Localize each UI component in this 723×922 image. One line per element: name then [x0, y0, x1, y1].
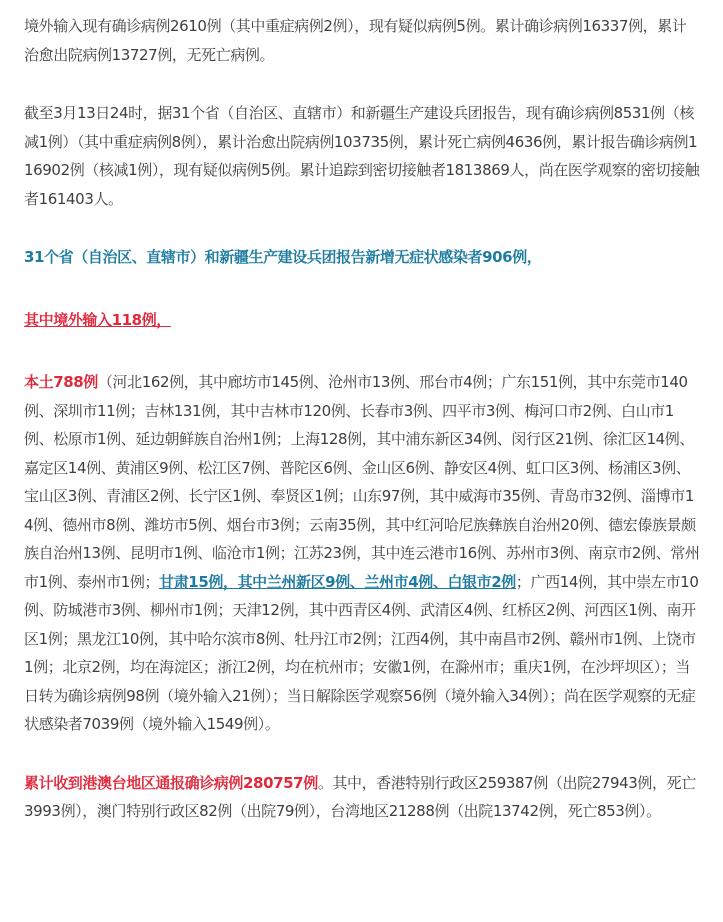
- imported-asymptomatic-text: 其中境外输入118例，: [24, 310, 171, 329]
- paragraph-local-breakdown: [24, 368, 701, 739]
- local-cases-lead: 本土788例: [24, 373, 98, 391]
- hmt-cases-lead: 累计收到港澳台地区通报确诊病例280757例: [24, 773, 318, 792]
- paragraph-hk-macau-taiwan: [24, 769, 701, 826]
- heading-asymptomatic-new: 31个省（自治区、直辖市）和新疆生产建设兵团报告新增无症状感染者906例，: [24, 248, 542, 266]
- local-breakdown-part1: （河北162例，其中廊坊市145例、沧州市13例、邢台市4例；广东151例，其中东莞市140例、深圳市11例；吉林131例，其中吉林市120例、长春市3例、四平市3例、梅河口市2例、白山市1例、松原市1例、延边朝鲜族自治州1例；上海128例，其中浦东新区34例、闵行区21例、徐汇区14例、嘉定区14例、黄浦区9例、松江区7例、普陀区6例、金山区6例、静安区4例、虹口区3例、杨浦区3例、宝山区3例、青浦区2例、长宁区1例、奉贤区1例；山东97例，其中威海市35例、青岛市32例、淄博市14例、德州市8例、潍坊市5例、烟台市3例；云南35例，其中红河哈尼族彝族自治州20例、德宏傣族景颇族自治州13例、昆明市1例、临沧市1例；江苏23例，其中连云港市16例、苏州市3例、南京市2例、常州市1例、泰州市1例；: [24, 373, 700, 591]
- paragraph-spacer: [24, 213, 701, 243]
- paragraph-spacer: [24, 739, 701, 769]
- paragraph-imported-cases: 境外输入现有确诊病例2610例（其中重症病例2例），现有疑似病例5例。累计确诊病例16337例，累计治愈出院病例13727例，无死亡病例。: [24, 17, 687, 64]
- paragraph-national-summary: 截至3月13日24时，据31个省（自治区、直辖市）和新疆生产建设兵团报告，现有确诊病例8531例（核减1例）（其中重症病例8例），累计治愈出院病例103735例，累计死亡病例4636例，累计报告确诊病例116902例（核减1例），现有疑似病例5例。累计追踪到密切接触者1813869人，尚在医学观察的密切接触者161403人。: [24, 104, 700, 208]
- hmt-cases-detail: 。其中，香港特别行政区259387例（出院27943例，死亡3993例），澳门特别行政区82例（出院79例），台湾地区21288例（出院13742例，死亡853例）。: [24, 773, 696, 820]
- gansu-cases-link[interactable]: 甘肃15例，其中兰州新区9例、兰州市4例、白银市2例: [159, 572, 516, 591]
- paragraph-spacer: [24, 272, 701, 306]
- local-breakdown-part2: ；广西14例，其中崇左市10例、防城港市3例、柳州市1例；天津12例，其中西青区4例、武清区4例、红桥区2例、河西区1例、南开区1例；黑龙江10例，其中哈尔滨市8例、牡丹江市2例；江西4例，其中南昌市2例、赣州市1例、上饶市1例；北京2例，均在海淀区；浙江2例，均在杭州市；安徽1例，在滁州市；重庆1例，在沙坪坝区）；当日转为确诊病例98例（境外输入21例）；当日解除医学观察56例（境外输入34例）；尚在医学观察的无症状感染者7039例（境外输入1549例）。: [24, 572, 699, 733]
- paragraph-spacer: [24, 334, 701, 368]
- paragraph-spacer: [24, 69, 701, 99]
- paragraph-imported-asymptomatic: [24, 306, 701, 335]
